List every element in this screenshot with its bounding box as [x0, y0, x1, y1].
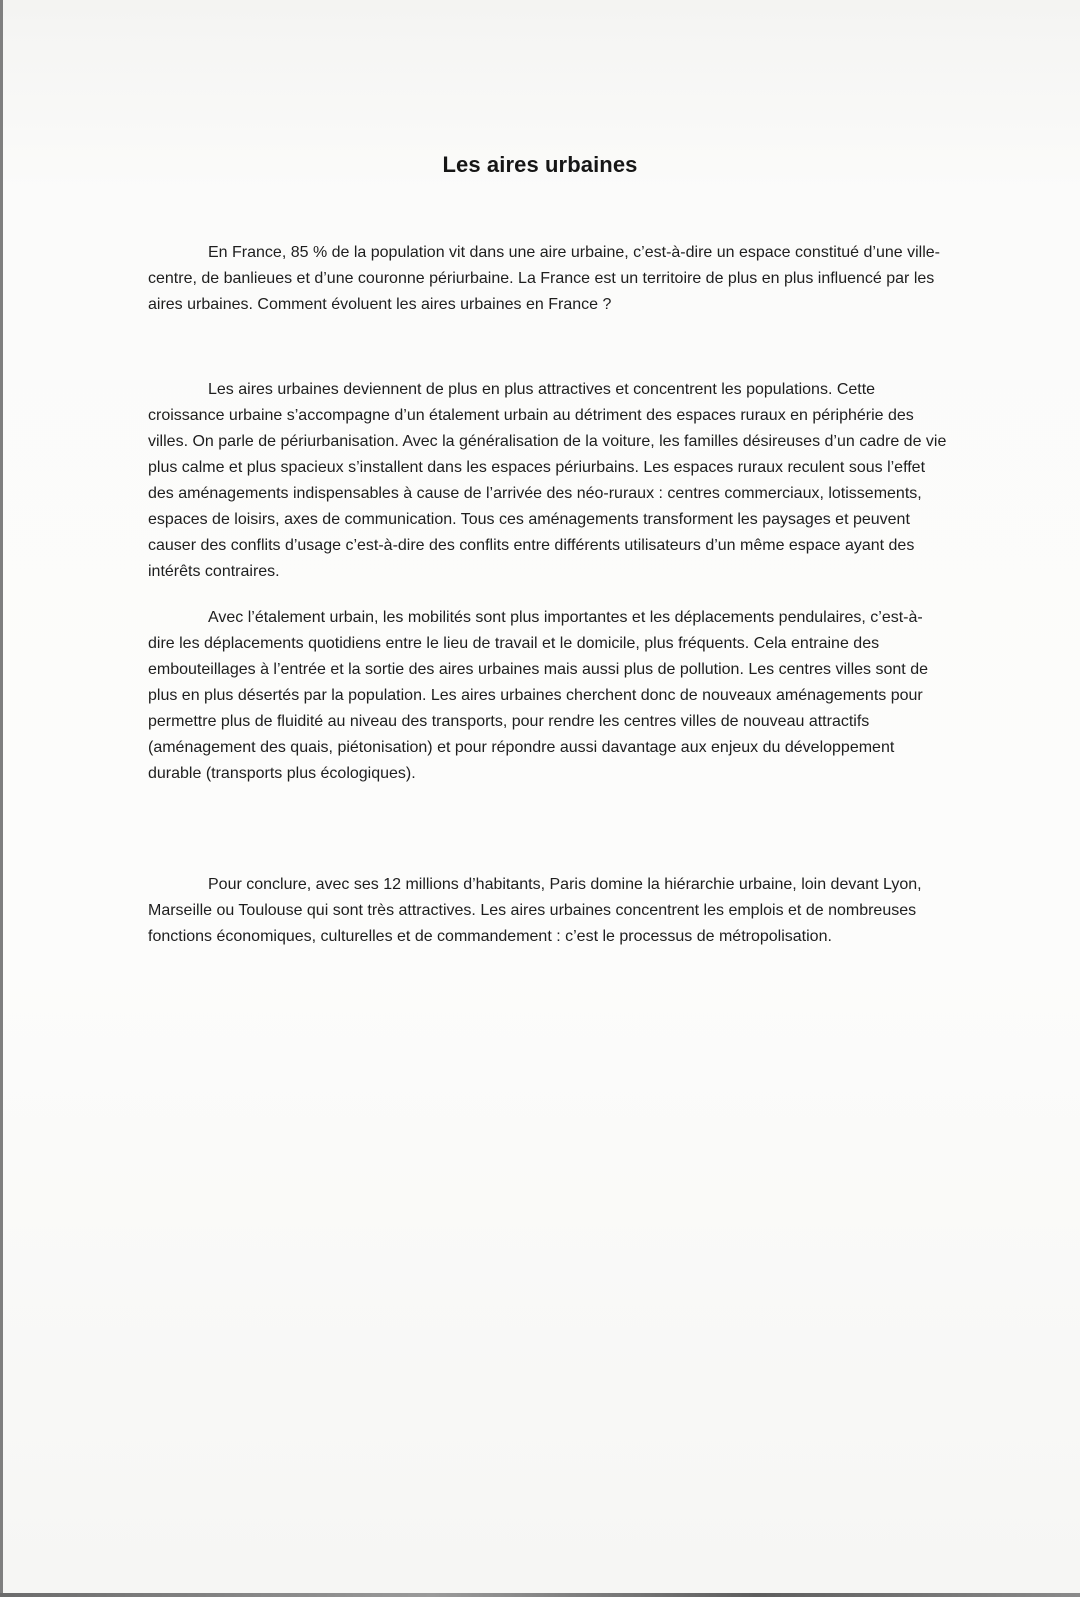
scan-left-edge	[0, 0, 3, 1597]
paragraph-conclusion: Pour conclure, avec ses 12 millions d’habitants, Paris domine la hiérarchie urbaine, loin devant Lyon, Marseille ou Toulouse qui sont très attractives. Les aires urbaines concentrent les emplois et de nombreuses fonctions économiques, culturelles et de commandement : c’est le processus de métropolisation.	[148, 876, 922, 945]
scan-bottom-edge	[0, 1593, 1080, 1597]
paragraph-mobilites: Avec l’étalement urbain, les mobilités sont plus importantes et les déplacements pendulaires, c’est-à-dire les déplacements quotidiens entre le lieu de travail et le domicile, plus fréquents. Cela entraine des embouteillages à l’entrée et la sortie des aires urbaines mais aussi plus de pollution. Les centres villes sont de plus en plus désertés par la population. Les aires urbaines cherchent donc de nouveaux aménagements pour permettre plus de fluidité au niveau des transports, pour rendre les centres villes de nouveau attractifs (aménagement des quais, piétonisation) et pour répondre aussi davantage aux enjeux du développement durable (transports plus écologiques).	[148, 609, 928, 782]
paragraph-introduction: En France, 85 % de la population vit dans une aire urbaine, c’est-à-dire un espace constitué d’une ville-centre, de banlieues et d’une couronne périurbaine. La France est un territoire de plus en plus influencé par les aires urbaines. Comment évoluent les aires urbaines en France ?	[148, 244, 940, 313]
paragraph-periurbanisation: Les aires urbaines deviennent de plus en plus attractives et concentrent les populations. Cette croissance urbaine s’accompagne d’un étalement urbain au détriment des espaces ruraux en périphérie des villes. On parle de périurbanisation. Avec la généralisation de la voiture, les familles désireuses d’un cadre de vie plus calme et plus spacieux s’installent dans les espaces périurbains. Les espaces ruraux reculent sous l’effet des aménagements indispensables à cause de l’arrivée des néo-ruraux : centres commerciaux, lotissements, espaces de loisirs, axes de communication. Tous ces aménagements transforment les paysages et peuvent causer des conflits d’usage c’est-à-dire des conflits entre différents utilisateurs d’un même espace ayant des intérêts contraires.	[148, 381, 947, 580]
document-title: Les aires urbaines	[442, 152, 638, 177]
